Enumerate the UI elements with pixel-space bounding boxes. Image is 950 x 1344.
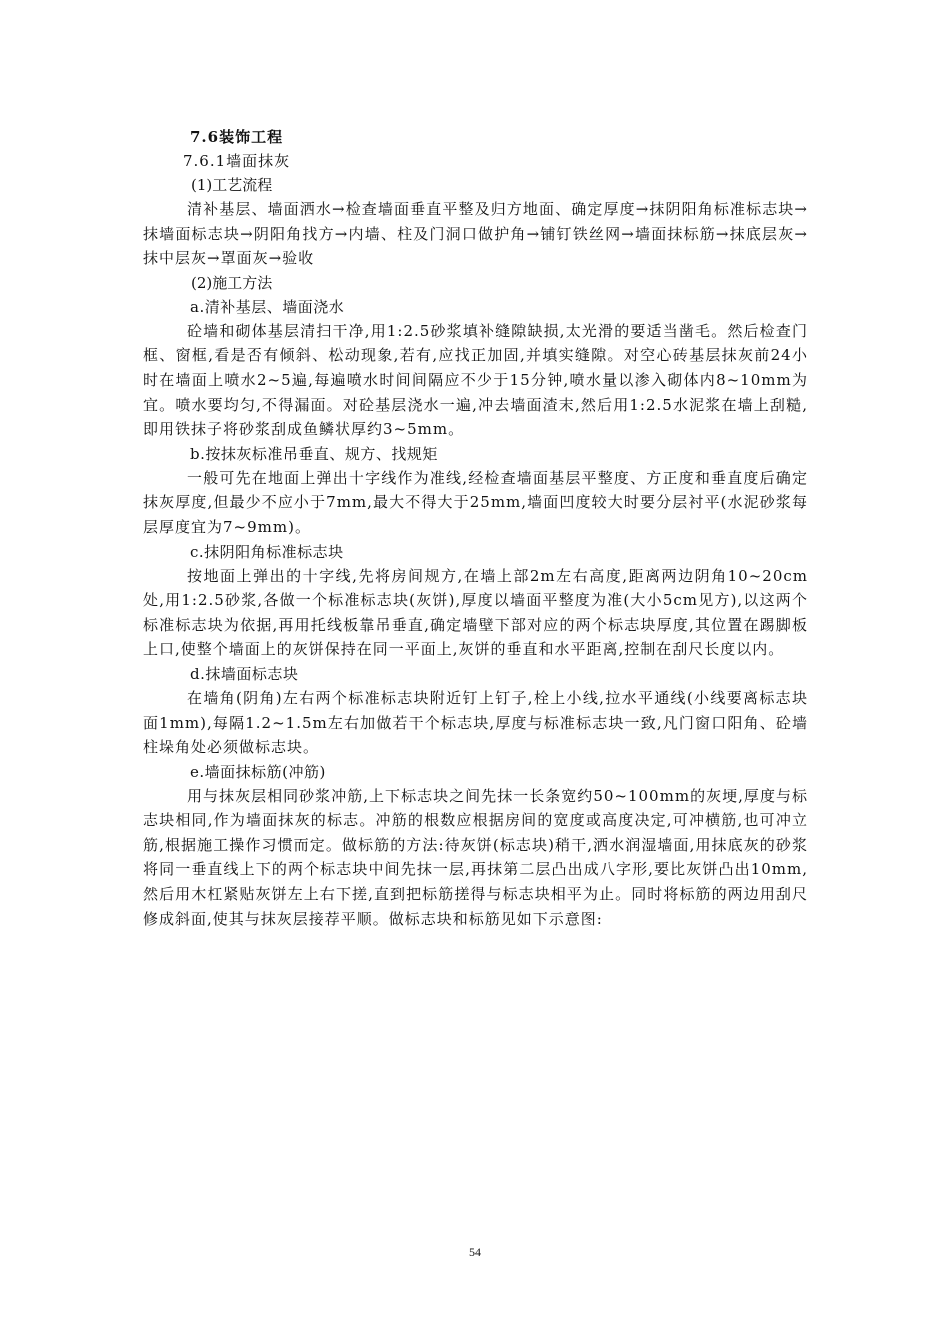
item-heading: d.抹墙面标志块 bbox=[190, 664, 299, 683]
page-content bbox=[143, 125, 808, 931]
subsection-title: 7.6.1墙面抹灰 bbox=[183, 152, 291, 170]
process-heading: (1)工艺流程 bbox=[191, 176, 273, 194]
item-text: 用与抹灰层相同砂浆冲筋,上下标志块之间先抹一长条宽约50~100mm的灰埂,厚度与标志块相同,作为墙面抹灰的标志。冲筋的根数应根据房间的宽度或高度决定,可冲横筋,也可冲立筋,根据施工操作习惯而定。做标筋的方法:待灰饼(标志块)稍干,洒水润湿墙面,用抹底灰的砂浆将同一垂直线上下的两个标志块中间先抹一层,再抹第二层凸出成八字形,要比灰饼凸出10mm,然后用木杠紧贴灰饼左上右下搓,直到把标筋搓得与标志块相平为止。同时将标筋的两边用刮尺修成斜面,使其与抹灰层接荐平顺。做标志块和标筋见如下示意图: bbox=[143, 786, 808, 928]
method-heading: (2)施工方法 bbox=[191, 273, 273, 292]
item-heading: b.按抹灰标准吊垂直、规方、找规矩 bbox=[190, 444, 438, 463]
item-text: 在墙角(阴角)左右两个标准标志块附近钉上钉子,栓上小线,拉水平通线(小线要离标志块面1mm),每隔1.2~1.5m左右加做若干个标志块,厚度与标准标志块一致,凡门窗口阳角、砼墙柱垛角处必须做标志块。 bbox=[143, 688, 808, 757]
item-heading: e.墙面抹标筋(冲筋) bbox=[190, 762, 326, 781]
item-text: 一般可先在地面上弹出十字线作为准线,经检查墙面基层平整度、方正度和垂直度后确定抹灰厚度,但最少不应小于7mm,最大不得大于25mm,墙面凹度较大时要分层衬平(水泥砂浆每层厚度宜为7~9mm)。 bbox=[143, 468, 808, 536]
item-text: 砼墙和砌体基层清扫干净,用1:2.5砂浆填补缝隙缺损,太光滑的要适当凿毛。然后检查门框、窗框,看是否有倾斜、松动现象,若有,应找正加固,并填实缝隙。对空心砖基层抹灰前24小时在墙面上喷水2~5遍,每遍喷水时间间隔应不少于15分钟,喷水量以渗入砌体内8~10mm为宜。喷水要均匀,不得漏面。对砼基层浇水一遍,冲去墙面渣末,然后用1:2.5水泥浆在墙上刮糙,即用铁抹子将砂浆刮成鱼鳞状厚约3~5mm。 bbox=[143, 321, 808, 439]
page-number: 54 bbox=[469, 1245, 481, 1259]
process-text: 清补基层、墙面洒水→检查墙面垂直平整及归方地面、确定厚度→抹阴阳角标准标志块→抹墙面标志块→阴阳角找方→内墙、柱及门洞口做护角→铺钉铁丝网→墙面抹标筋→抹底层灰→抹中层灰→罩面灰→验收 bbox=[143, 200, 808, 268]
item-heading: a.清补基层、墙面浇水 bbox=[190, 297, 345, 316]
item-heading: c.抹阴阳角标准标志块 bbox=[190, 542, 344, 561]
item-text: 按地面上弹出的十字线,先将房间规方,在墙上部2m左右高度,距离两边阴角10~20cm处,用1:2.5砂浆,各做一个标准标志块(灰饼),厚度以墙面平整度为准(大小5cm见方),以这两个标准标志块为依据,再用托线板靠吊垂直,确定墙壁下部对应的两个标志块厚度,其位置在踢脚板上口,使整个墙面上的灰饼保持在同一平面上,灰饼的垂直和水平距离,控制在刮尺长度以内。 bbox=[143, 566, 808, 659]
section-title: 7.6装饰工程 bbox=[190, 128, 284, 146]
